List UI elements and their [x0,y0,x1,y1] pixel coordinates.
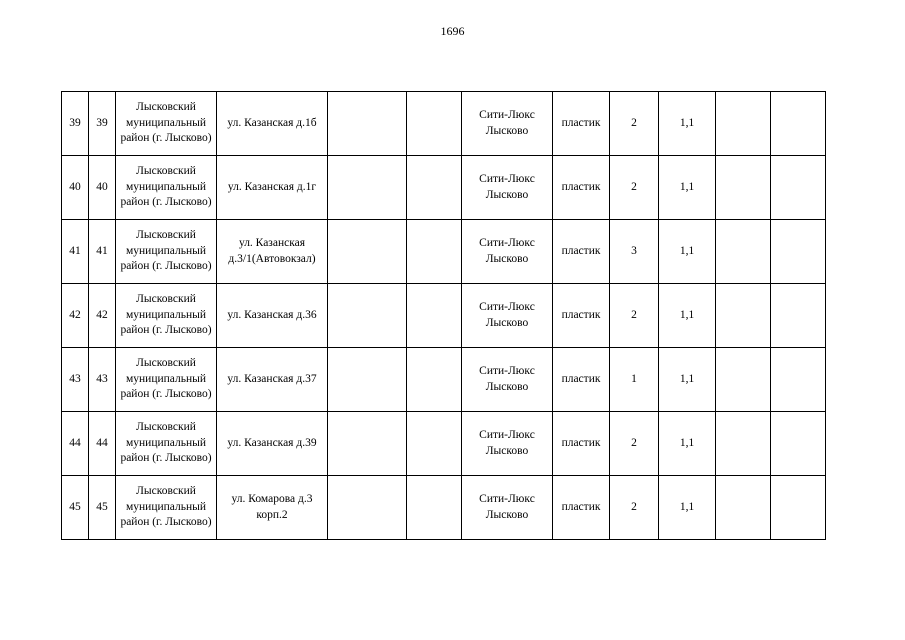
cell-empty-col4 [328,412,407,476]
cell-company-line: Сити-Люкс [479,301,535,313]
cell-company [462,92,553,156]
cell-empty-col10 [716,284,771,348]
cell-company-line: Сити-Люкс [479,109,535,121]
cell-company-line: Лысково [485,252,529,265]
registry-table-body [62,92,826,540]
cell-district-line: муниципальный [125,244,207,257]
cell-address-line: ул. Казанская д.1б [227,116,317,129]
cell-empty-col11 [771,220,826,284]
cell-district-line: муниципальный [125,180,207,193]
registry-table [61,91,826,540]
cell-address [217,92,328,156]
table-row [62,348,826,412]
cell-container-count: 3 [610,220,659,284]
cell-address-line: ул. Казанская д.36 [227,308,317,321]
cell-company-line: Сити-Люкс [479,173,535,185]
cell-empty-col11 [771,92,826,156]
cell-address [217,412,328,476]
cell-site-number: 41 [89,220,116,284]
cell-district [116,348,217,412]
cell-company-line: Лысково [485,316,529,329]
cell-address-line: ул. Казанская д.1г [227,180,317,193]
cell-company-line: Сити-Люкс [479,365,535,377]
cell-material: пластик [553,156,610,220]
table-row [62,412,826,476]
cell-row-number: 41 [62,220,89,284]
cell-empty-col10 [716,156,771,220]
cell-district [116,156,217,220]
cell-empty-col11 [771,412,826,476]
cell-empty-col11 [771,284,826,348]
cell-empty-col5 [407,412,462,476]
cell-container-volume: 1,1 [659,92,716,156]
cell-district [116,284,217,348]
cell-container-count: 2 [610,412,659,476]
cell-district-line: Лысковский [136,485,196,498]
cell-empty-col4 [328,220,407,284]
cell-district [116,92,217,156]
cell-district-line: район (г. Лысково) [120,132,212,145]
cell-site-number: 44 [89,412,116,476]
cell-row-number: 44 [62,412,89,476]
cell-district [116,220,217,284]
cell-container-volume: 1,1 [659,348,716,412]
table-row [62,476,826,540]
cell-company-line: Сити-Люкс [479,237,535,249]
cell-material: пластик [553,476,610,540]
cell-empty-col5 [407,348,462,412]
cell-address-line: ул. Казанская [238,237,306,249]
cell-empty-col4 [328,476,407,540]
cell-district [116,412,217,476]
table-row [62,220,826,284]
cell-empty-col11 [771,476,826,540]
cell-site-number: 40 [89,156,116,220]
cell-material: пластик [553,348,610,412]
cell-row-number: 39 [62,92,89,156]
table-row [62,156,826,220]
cell-material: пластик [553,284,610,348]
cell-address-line: ул. Казанская д.39 [227,436,317,449]
cell-address-line: ул. Казанская д.37 [227,372,317,385]
cell-empty-col10 [716,476,771,540]
cell-company [462,412,553,476]
cell-empty-col5 [407,220,462,284]
cell-address [217,156,328,220]
cell-district-line: район (г. Лысково) [120,260,212,273]
cell-empty-col4 [328,348,407,412]
cell-district-line: Лысковский [136,357,196,370]
cell-company-line: Лысково [485,188,529,201]
cell-address [217,476,328,540]
cell-company-line: Сити-Люкс [479,493,535,505]
cell-container-count: 2 [610,284,659,348]
cell-address-line: д.3/1(Автовокзал) [228,252,316,265]
cell-company [462,476,553,540]
cell-row-number: 45 [62,476,89,540]
cell-district-line: Лысковский [136,165,196,178]
cell-material: пластик [553,412,610,476]
cell-empty-col4 [328,92,407,156]
cell-empty-col5 [407,284,462,348]
cell-company [462,284,553,348]
cell-site-number: 42 [89,284,116,348]
cell-district-line: Лысковский [136,101,196,114]
cell-district-line: Лысковский [136,229,196,242]
cell-district-line: Лысковский [136,421,196,434]
cell-company [462,156,553,220]
cell-company-line: Лысково [485,380,529,393]
cell-address [217,348,328,412]
cell-empty-col11 [771,156,826,220]
table-row [62,284,826,348]
cell-empty-col10 [716,220,771,284]
cell-container-count: 2 [610,92,659,156]
cell-company [462,220,553,284]
cell-address-line: ул. Комарова д.3 [231,493,313,505]
cell-district-line: муниципальный [125,372,207,385]
cell-district-line: район (г. Лысково) [120,324,212,337]
cell-empty-col5 [407,476,462,540]
cell-site-number: 45 [89,476,116,540]
cell-empty-col5 [407,156,462,220]
cell-company-line: Сити-Люкс [479,429,535,441]
cell-site-number: 43 [89,348,116,412]
cell-container-count: 2 [610,156,659,220]
cell-district-line: муниципальный [125,308,207,321]
cell-company-line: Лысково [485,444,529,457]
cell-empty-col4 [328,156,407,220]
cell-company [462,348,553,412]
cell-site-number: 39 [89,92,116,156]
cell-empty-col5 [407,92,462,156]
cell-district-line: муниципальный [125,116,207,129]
cell-material: пластик [553,92,610,156]
cell-district-line: район (г. Лысково) [120,516,212,529]
cell-empty-col11 [771,348,826,412]
cell-district-line: Лысковский [136,293,196,306]
cell-material: пластик [553,220,610,284]
cell-empty-col4 [328,284,407,348]
cell-district-line: район (г. Лысково) [120,452,212,465]
cell-address-line: корп.2 [256,508,288,521]
cell-district-line: муниципальный [125,436,207,449]
cell-district-line: район (г. Лысково) [120,388,212,401]
cell-container-volume: 1,1 [659,284,716,348]
cell-row-number: 40 [62,156,89,220]
cell-row-number: 43 [62,348,89,412]
cell-district [116,476,217,540]
page-number: 1696 [440,24,465,38]
cell-container-volume: 1,1 [659,220,716,284]
cell-container-volume: 1,1 [659,476,716,540]
cell-container-count: 2 [610,476,659,540]
cell-district-line: муниципальный [125,500,207,513]
cell-empty-col10 [716,348,771,412]
cell-empty-col10 [716,412,771,476]
cell-container-count: 1 [610,348,659,412]
cell-row-number: 42 [62,284,89,348]
cell-address [217,284,328,348]
cell-company-line: Лысково [485,508,529,521]
cell-company-line: Лысково [485,124,529,137]
cell-empty-col10 [716,92,771,156]
table-row [62,92,826,156]
cell-container-volume: 1,1 [659,156,716,220]
cell-container-volume: 1,1 [659,412,716,476]
cell-district-line: район (г. Лысково) [120,196,212,209]
cell-address [217,220,328,284]
